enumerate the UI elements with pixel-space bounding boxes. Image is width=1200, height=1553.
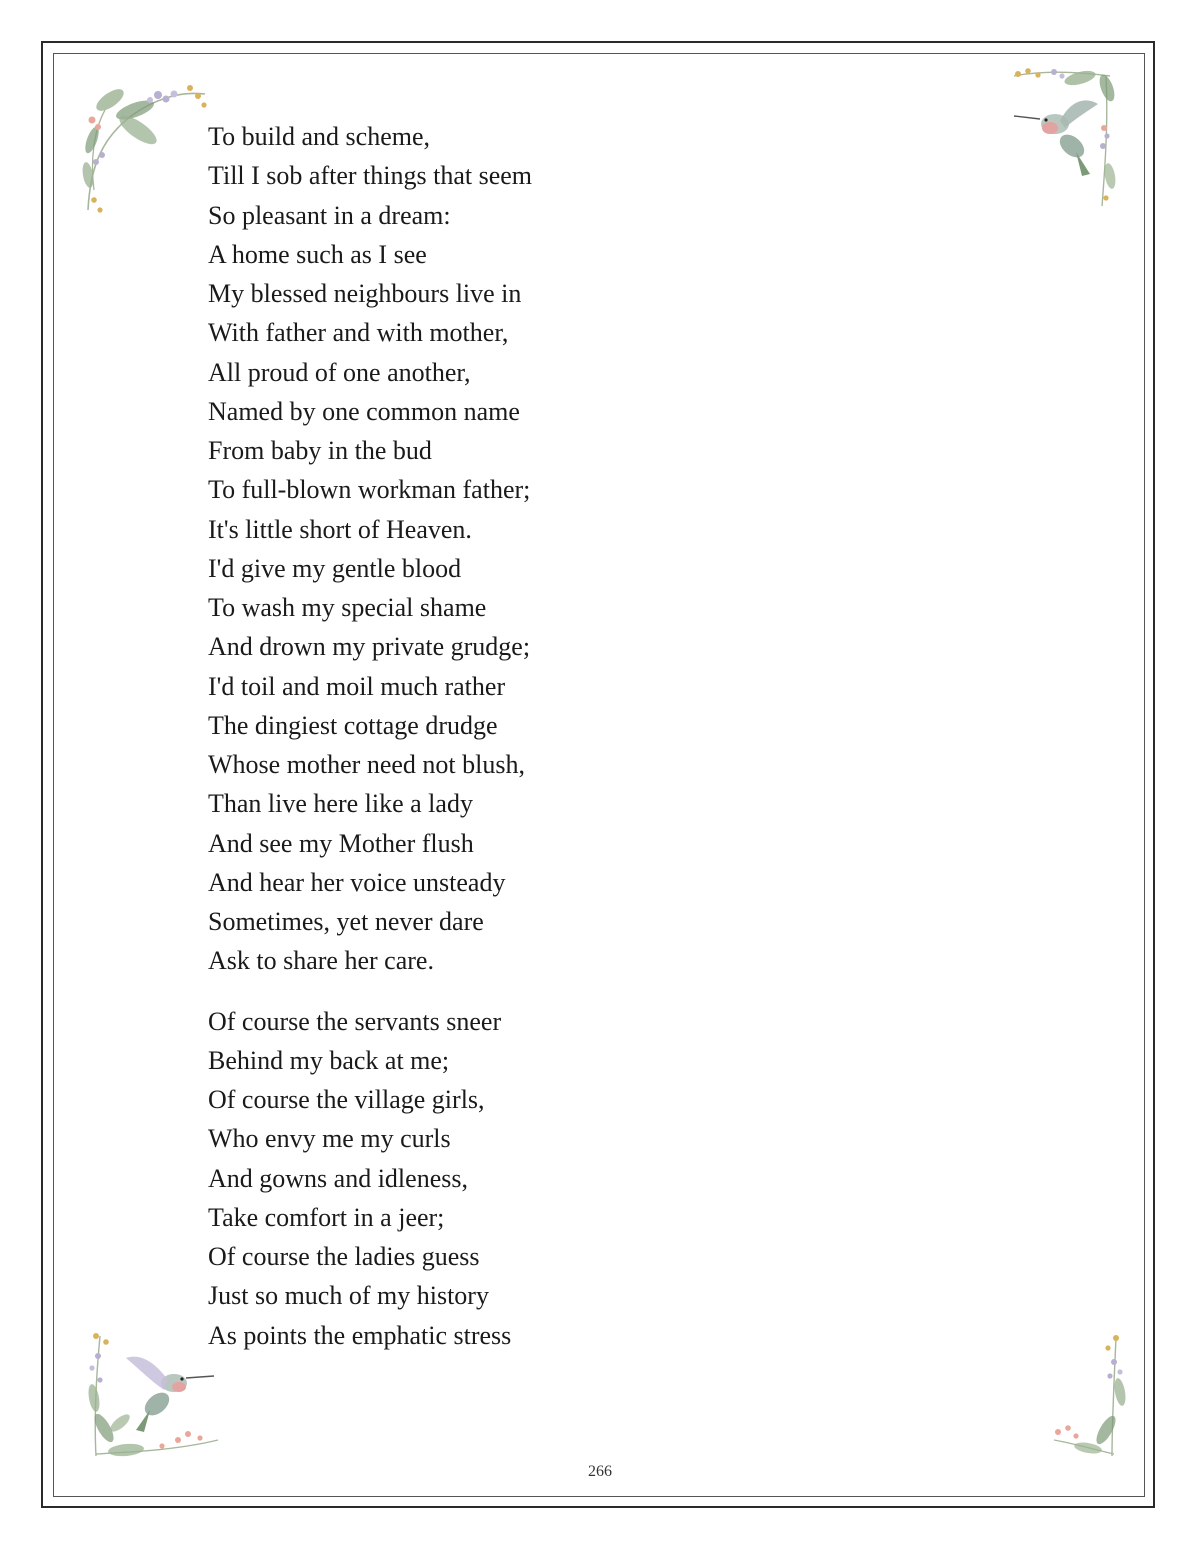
poem-line: To wash my special shame	[208, 593, 487, 622]
floral-corner-icon	[1046, 1332, 1126, 1460]
poem-line: From baby in the bud	[208, 436, 432, 465]
poem-line: A home such as I see	[208, 239, 427, 269]
poem-line: All proud of one another,	[208, 357, 471, 387]
hummingbird-floral-icon	[1010, 66, 1120, 211]
poem-line: It's little short of Heaven.	[208, 514, 472, 544]
poem-line: Of course the servants sneer	[208, 1006, 502, 1036]
poem-line: Ask to share her care.	[208, 946, 434, 976]
poem-line: As points the emphatic stress	[208, 1320, 512, 1350]
poem-line: Who envy me my curls	[208, 1124, 451, 1154]
poem-line: Sometimes, yet never dare	[208, 907, 484, 936]
poem-line: My blessed neighbours live in	[208, 279, 522, 308]
poem-line: Of course the ladies guess	[208, 1242, 480, 1271]
poem-line: With father and with mother,	[208, 318, 509, 348]
poem-line: Whose mother need not blush,	[208, 750, 525, 779]
poem-line: Till I sob after things that seem	[208, 161, 533, 191]
poem-line: And gowns and idleness,	[208, 1163, 468, 1193]
poem-line: And see my Mother flush	[208, 828, 474, 858]
poem-line: Named by one common name	[208, 396, 520, 426]
poem-line: And hear her voice unsteady	[208, 867, 506, 897]
poem-line: Of course the village girls,	[208, 1085, 485, 1114]
poem-line: Just so much of my history	[208, 1281, 489, 1311]
poem-line: And drown my private grudge;	[208, 632, 531, 662]
poem-line: To full-blown workman father;	[208, 475, 531, 505]
poem-line: The dingiest cottage drudge	[208, 710, 498, 740]
stanza-1	[208, 117, 908, 981]
stanza-2	[208, 1002, 908, 1355]
poem-line: I'd give my gentle blood	[208, 553, 462, 583]
page-number: 266	[588, 1463, 612, 1480]
poem-line: Than live here like a lady	[208, 789, 473, 819]
poem-line: So pleasant in a dream:	[208, 200, 451, 230]
hummingbird-floral-icon	[82, 1328, 222, 1460]
poem-line: Take comfort in a jeer;	[208, 1202, 445, 1232]
floral-corner-icon	[80, 80, 210, 220]
poem-line: Behind my back at me;	[208, 1045, 450, 1075]
poem-line: I'd toil and moil much rather	[208, 671, 506, 701]
poem-line: To build and scheme,	[208, 122, 431, 151]
poem-body	[208, 117, 908, 1355]
